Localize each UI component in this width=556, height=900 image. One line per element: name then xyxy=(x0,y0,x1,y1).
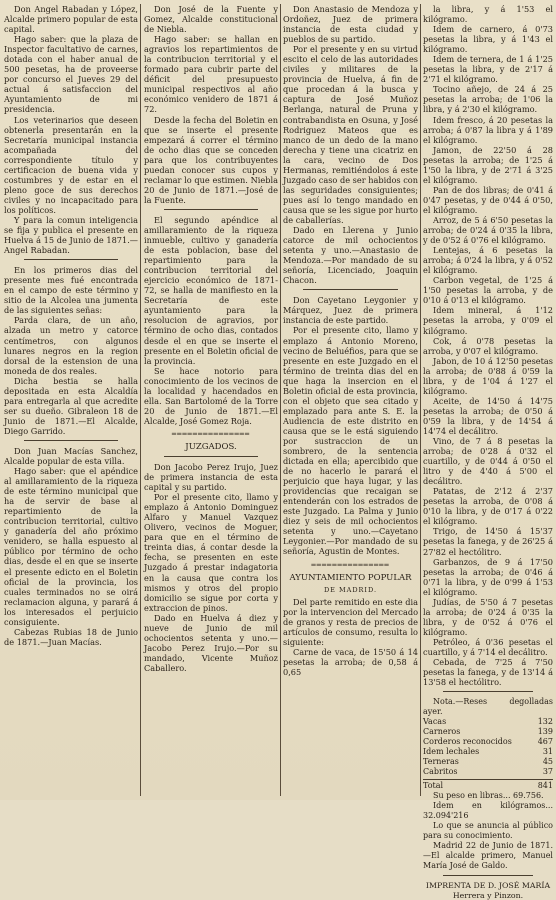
divider-rule xyxy=(164,456,258,457)
reses-row xyxy=(423,767,553,777)
paragraph: Patatas, de 2'12 á 2'37 pesetas la arroba, de 0'08 á 0'10 la libra, y de 0'17 á 0'22 el kilógramo. xyxy=(423,486,553,527)
paragraph: Pan de dos libras; de 0'41 á 0'47 pesetas, y de 0'44 á 0'50, el kilógramo. xyxy=(423,184,553,215)
footer-kilos: Idem en kilógramos... 32.094'216 xyxy=(423,801,553,821)
paragraph: Arroz, de 5 á 6'50 pesetas la arroba; de 0'24 á 0'35 la libra, y de 0'52 á 0'76 el kilógramo. xyxy=(423,214,553,246)
paragraph: Idem de ternera, de 1 á 1'25 pesetas la libra, y de 2'17 á 2'71 el kilógramo. xyxy=(423,54,553,85)
paragraph: Cok, á 0'78 pesetas la arroba, y 0'07 el kilógramo. xyxy=(423,335,553,356)
reses-total-row xyxy=(423,779,553,791)
column-1 xyxy=(4,4,138,796)
paragraph: Dado en Huelva á diez y nueve de Junio de mil ochocientos setenta y uno.—Jacobo Perez Irujo.—Por su mandado, Vicente Muñoz Caballero. xyxy=(144,612,278,673)
footer-note: Lo que se anuncia al público para su conocimiento. xyxy=(423,821,553,841)
reses-rows xyxy=(423,717,553,777)
column-divider xyxy=(280,4,281,796)
reses-value: 37 xyxy=(542,767,553,777)
divider-rule xyxy=(303,289,398,290)
paragraph: Y para la comun inteligencia se fija y publica el presente en Huelva á 15 de Junio de 1871.—Angel Rabadan. xyxy=(4,214,138,256)
column-divider xyxy=(140,4,141,796)
imprint: IMPRENTA DE D. JOSÉ MARÍA Herrera y Pinzon. xyxy=(425,881,551,900)
reses-label: Vacas xyxy=(423,717,447,727)
section-separator: ═══════════════ xyxy=(311,560,390,569)
reses-label: Corderos reconocidos xyxy=(423,737,512,747)
section-subtitle: DE MADRID. xyxy=(323,585,378,594)
column-divider xyxy=(420,4,421,796)
reses-row xyxy=(423,747,553,757)
paragraph: Dado en Llerena y Junio catorce de mil ochocientos setenta y uno.—Anastasio de Mendoza.—Por mandado de su señoría, Licenciado, Joaquin Chacon. xyxy=(283,225,418,286)
paragraph: Carbon vegetal, de 1'25 á 1'50 pesetas la arroba, y de 0'10 á 0'13 el kilógramo. xyxy=(423,275,553,306)
notice-heading: Don Juan Macías Sanchez, Alcalde popular de esta villa. xyxy=(4,445,138,467)
paragraph: Vino, de 7 á 8 pesetas la arroba; de 0'28 á 0'32 el cuartillo, y de 0'44 á 0'50 el litro y de 4'40 á 5'00 el decálitro. xyxy=(423,436,553,487)
divider-rule xyxy=(24,440,118,441)
paragraph: Del parte remitido en este dia por la intervencion del Mercado de granos y resta de precios de artículos de consumo, resulta lo siguiente: xyxy=(283,596,418,647)
paragraph: Idem de carnero, á 0'73 pesetas la libra, y á 1'43 el kilógramo. xyxy=(423,24,553,55)
paragraph: Jamon, de 22'50 á 28 pesetas la arroba; de 1'25 á 1'50 la libra, y de 2'71 á 3'25 el kilógramo. xyxy=(423,144,553,185)
paragraph: Hago saber: que la plaza de Inspector facultativo de carnes, dotada con el haber anual de 500 pesetas, ha de proveerse por concurso el Jueves 29 del actual á satisfaccion del Ayuntamiento de mi presidencia. xyxy=(4,34,138,115)
paragraph: Idem fresco, á 20 pesetas la arroba; á 0'87 la libra y á 1'89 el kilógramo. xyxy=(423,114,553,145)
paragraph: Lentejas, á 6 pesetas la arroba; á 0'24 la libra, y á 0'52 el kilógramo. xyxy=(423,245,553,276)
paragraph: Parda clara, de un año, alzada un metro y catorce centímetros, con algunos lunares negros en la region dorsal de la estension de una moneda de dos reales. xyxy=(4,315,138,376)
paragraph: Judías, de 5'50 á 7 pesetas la arroba; de 0'24 á 0'35 la libra, y de 0'52 á 0'76 el kilógramo. xyxy=(423,596,553,637)
paragraph: El segundo apéndice al amillaramiento de la riqueza inmueble, cultivo y ganadería de esta poblacion, base del repartimiento para la contribucion territorial del ejercicio económico de 1871-72, se halla de manifiesto en la Secretaría de este ayuntamiento para la resolucion de agravios, por término de ocho dias, contados desde el en que se inserte el presente en el Boletin oficial de la provincia. xyxy=(144,214,278,366)
paragraph: Hago saber: se hallan en agravios los repartimientos de la contribucion territorial y el formado para cubrir parte del déficit del presupuesto municipal respectivos al año económico venidero de 1871 á 72. xyxy=(144,34,278,115)
reses-table xyxy=(423,697,553,900)
paragraph: Por el presente y en su virtud escito el celo de las autoridades civiles y militares de la provincia de Huelva, á fin de que procedan á la busca y captura de José Muñoz Berlanga, natural de Pruna y contrabandista en Osuna, y José Rodriguez Mateos que es manco de un dedo de la mano derecha y tiene una cicatriz en la cara, vecino de Dos Hermanas, remitiéndolos á este Juzgado caso de ser habidos con las seguridades consiguientes; pues así lo tengo mandado en causa que se les sigue por hurto de caballerías. xyxy=(283,44,418,225)
reses-value: 45 xyxy=(542,757,553,767)
reses-value: 467 xyxy=(537,737,553,747)
column-4 xyxy=(423,4,553,900)
reses-label: Cabritos xyxy=(423,767,458,777)
section-title: JUZGADOS. xyxy=(185,441,237,452)
reses-row xyxy=(423,757,553,767)
notice-heading: Don Angel Rabadan y López, Alcalde primero popular de esta capital. xyxy=(4,4,138,35)
column-2 xyxy=(144,4,278,796)
paragraph: Carne de vaca, de 15'50 á 14 pesetas la arroba; de 0,58 á 0,65 xyxy=(283,646,418,677)
footer-date: Madrid 22 de Junio de 1871.—El alcalde primero, Manuel María José de Galdo. xyxy=(423,841,553,871)
paragraph: Cabezas Rubias 18 de Junio de 1871.—Juan Macías. xyxy=(4,626,138,647)
paragraph: Hago saber: que el apéndice al amillaramiento de la riqueza de este término municipal que ha de servir de base al repartimiento de la contribucion territorial, cultivo y ganadería del año próximo venidero, se halla espuesto al público por término de ocho dias, desde el en que se inserte el presente edicto en el Boletin oficial de la provincia, los cuales terminados no se oirá reclamacion alguna, y parará á los interesados el perjuicio consiguiente. xyxy=(4,466,138,627)
paragraph: Cebada, de 7'25 á 7'50 pesetas la fanega, y de 13'14 á 13'58 el hectólitro. xyxy=(423,657,553,688)
reses-row xyxy=(423,727,553,737)
divider-rule xyxy=(24,259,118,260)
footer-peso: Su peso en libras... 69.756. xyxy=(433,791,544,801)
reses-value: 132 xyxy=(537,717,553,727)
reses-label: Terneras xyxy=(423,757,459,767)
paragraph: Los veterinarios que deseen obtenerla presentarán en la Secretaría municipal instancia acompañada del correspondiente título y certificacion de buena vida y costumbres y de estar en el pleno goce de sus derechos civiles y no incapacitado para los políticos. xyxy=(4,114,138,215)
column-3 xyxy=(283,4,418,796)
notice-heading: Don Jacobo Perez Irujo, Juez de primera instancia de esta capital y su partido. xyxy=(144,462,278,493)
section-title: AYUNTAMIENTO POPULAR xyxy=(289,572,412,583)
divider-rule xyxy=(443,691,533,692)
divider-rule xyxy=(164,209,258,210)
notice-heading: Don Anastasio de Mendoza y Ordoñez, Juez de primera instancia de esta ciudad y pueblos de su partido. xyxy=(283,4,418,45)
paragraph: Dicha bestia se halla depositada en esta Alcaldía para entregarla al que acredite ser su dueño. Gibraleon 18 de Junio de 1871.—El Alcalde, Diego Garrido. xyxy=(4,375,138,436)
reses-header: Nota.—Reses degolladas ayer. xyxy=(423,697,553,717)
paragraph: Idem mineral, á 1'12 pesetas la arroba, y 0'09 el kilógramo. xyxy=(423,305,553,336)
reses-row xyxy=(423,717,553,727)
reses-label: Carneros xyxy=(423,727,461,737)
paragraph: Garbanzos, de 9 á 17'50 pesetas la arroba; de 0'46 á 0'71 la libra, y de 0'99 á 1'53 el kilógramo. xyxy=(423,556,553,597)
reses-value: 31 xyxy=(542,747,553,757)
notice-heading: Don Cayetano Leygonier y Márquez, Juez de primera instancia de este partido. xyxy=(283,295,418,326)
paragraph: Trigo, de 14'50 á 15'37 pesetas la fanega, y de 26'25 á 27'82 el hectólitro. xyxy=(423,526,553,557)
reses-total-label: Total xyxy=(423,781,444,791)
paragraph: Desde la fecha del Boletin en que se inserte el presente empezará á correr el término de ocho dias que se conceden para que los contribuyentes puedan conocer sus cupos y reclamar lo que estimen. Niebla 20 de Junio de 1871.—José de la Fuente. xyxy=(144,114,278,205)
reses-total-value: 841 xyxy=(537,781,553,791)
paragraph: Petróleo, á 0'36 pesetas el cuartillo, y á 7'14 el decálitro. xyxy=(423,636,553,657)
reses-row xyxy=(423,737,553,747)
paragraph: Por el presente cito, llamo y emplazo á Antonio Moreno, vecino de Beluéfios, para que se presente en este Juzgado en el término de treinta dias del en que haga la insercion en el Boletin oficial de esta provincia, con el objeto que sea citado y emplazado para ante S. E. la Audiencia de este distrito en causa que se le está siguiendo por sustraccion de un sombrero, de la sentencia dictada en ella; apercibido que de no hacerlo le parará el perjuicio que haya lugar, y las providencias que recaigan se entenderán con los estrados de este Juzgado. La Palma y Junio diez y seis de mil ochocientos setenta y uno.—Cayetano Leygonier.—Por mandado de su señoría, Agustin de Montes. xyxy=(283,325,418,557)
reses-label: Idem lechales xyxy=(423,747,480,757)
paragraph: Aceite, de 14'50 á 14'75 pesetas la arroba; de 0'50 á 0'59 la libra, y de 14'54 á 14'74 el decálitro. xyxy=(423,395,553,436)
paragraph: Por el presente cito, llamo y emplazo á Antonio Dominguez Alfaro y Manuel Vazquez Olivero, vecinos de Moguer, para que en el término de treinta dias, á contar desde la fecha, se presenten en este Juzgado á prestar indagatoria en la causa que contra los mismos y otros del propio domicilio se sigue por corta y extraccion de pinos. xyxy=(144,492,278,613)
section-separator: ═══════════════ xyxy=(171,429,251,438)
paragraph: Tocino añejo, de 24 á 25 pesetas la arroba; de 1'06 la libra, y á 2'30 el kilógramo. xyxy=(423,84,553,115)
paragraph: Se hace notorio para conocimiento de los vecinos de la localidad y hacendados en ella. San Bartolomé de la Torre 20 de Junio de 1871.—El Alcalde, José Gomez Roja. xyxy=(144,365,278,426)
notice-heading: Don José de la Fuente y Gomez, Alcalde constitucional de Niebla. xyxy=(144,4,278,35)
reses-value: 139 xyxy=(537,727,553,737)
paragraph: En los primeros dias del presente mes fué encontrada en el campo de este término y sitio de la Alcolea una jumenta de las siguientes señas: xyxy=(4,265,138,316)
paragraph: Jabon, de 10 á 12'50 pesetas la arroba; de 0'88 á 0'59 la libra, y de 1'04 á 1'27 el kilógramo. xyxy=(423,355,553,396)
divider-rule xyxy=(443,875,533,876)
paragraph: la libra, y á 1'53 el kilógramo. xyxy=(423,4,553,25)
